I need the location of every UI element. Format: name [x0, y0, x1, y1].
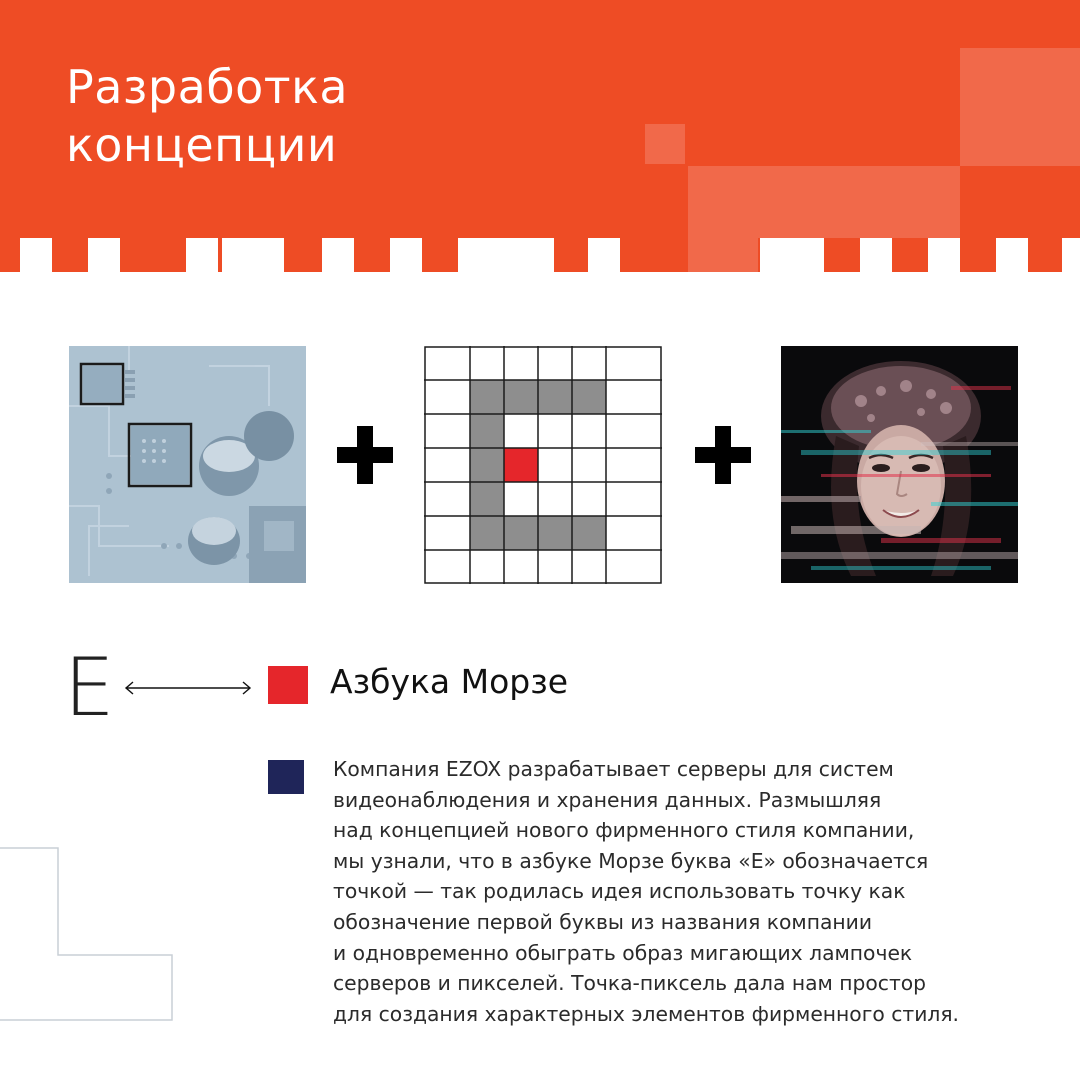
circuit-board-image	[69, 346, 306, 583]
plus-icon	[337, 426, 393, 484]
description-line: точкой — так родилась идея использовать точку как	[333, 879, 906, 904]
circuit-board-icon	[69, 346, 306, 583]
description-line: Компания EZOX разрабатывает серверы для систем	[333, 757, 894, 781]
description-line: над концепцией нового фирменного стиля компании,	[333, 818, 915, 843]
description-line: и одновременно обыграть образ мигающих лампочек	[333, 940, 913, 965]
navy-square-marker	[268, 760, 304, 794]
description-text	[333, 754, 1053, 1029]
description-line: серверов и пикселей. Точка-пиксель дала нам простор	[333, 971, 927, 996]
header-banner	[0, 0, 1080, 272]
pixel-grid-letter-e-icon	[424, 346, 662, 584]
glitch-portrait-image	[781, 346, 1018, 583]
red-dot-marker	[268, 666, 308, 704]
pixel-letter-e-grid	[424, 346, 661, 583]
glitch-portrait-icon	[781, 346, 1018, 583]
morse-code-label: Азбука Морзе	[330, 662, 569, 701]
plus-icon	[695, 426, 751, 484]
description-line: мы узнали, что в азбуке Морзе буква «Е» обозначается	[333, 848, 929, 873]
page-title-line: Разработка	[66, 60, 349, 114]
description-line: для создания характерных элементов фирменного стиля.	[333, 1001, 959, 1026]
decorative-outline	[0, 840, 180, 1030]
double-arrow-icon	[123, 678, 253, 698]
letter-e-symbol: E	[64, 641, 115, 734]
page-title	[66, 58, 348, 174]
page-title-line: концепции	[66, 118, 338, 172]
description-line: обозначение первой буквы из названия компании	[333, 909, 873, 934]
description-line: видеонаблюдения и хранения данных. Размышляя	[333, 787, 882, 812]
